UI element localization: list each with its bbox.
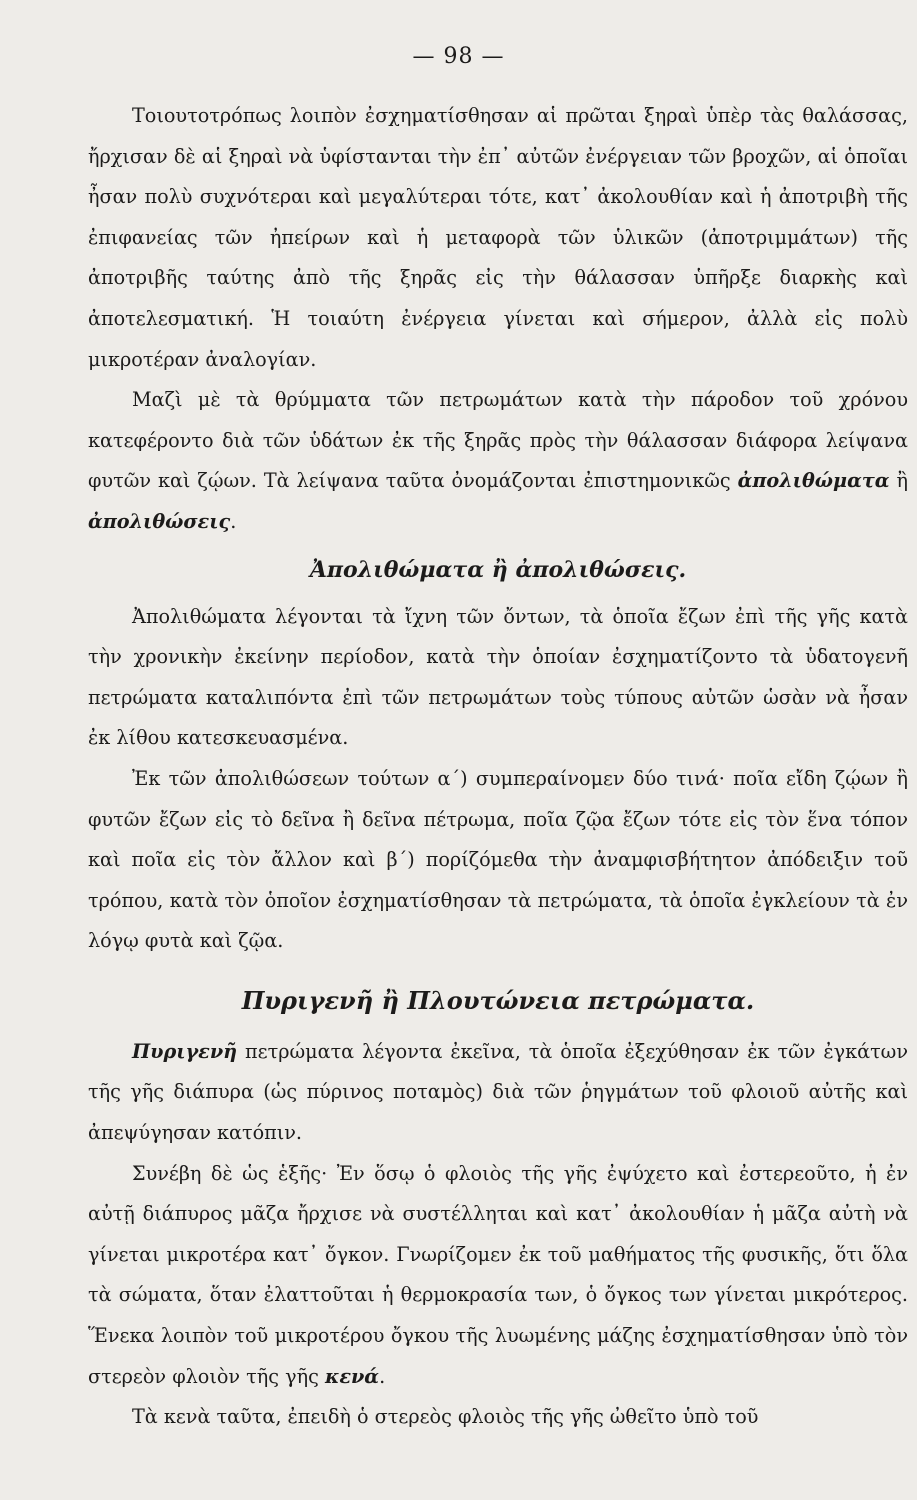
paragraph-fossil-definition: Ἀπολιθώματα λέγονται τὰ ἴχνη τῶν ὄντων, τὰ ὁποῖα ἔζων ἐπὶ τῆς γῆς κατὰ τὴν χρονικὴν ἐκείνην περίοδον, κατὰ τὴν ὁποίαν ἐσχηματίζοντο τὰ ὑδατογενῆ πετρώματα καταλιπόντα ἐπὶ τῶν πετρωμάτων τοὺς τύπους αὐτῶν ὡσὰν νὰ ἦσαν ἐκ λίθου κατεσκευασμένα. <box>88 604 908 750</box>
paragraph-formation-of-land: Τοιουτοτρόπως λοιπὸν ἐσχηματίσθησαν αἱ πρῶται ξηραὶ ὑπὲρ τὰς θαλάσσας, ἤρχισαν δὲ αἱ ξηραὶ νὰ ὑφίστανται τὴν ἐπ᾽ αὐτῶν ἐνέργειαν τῶν βροχῶν, αἱ ὁποῖαι ἦσαν πολὺ συχνότεραι καὶ μεγαλύτεραι τότε, κατ᾽ ἀκολουθίαν καὶ ἡ ἀποτριβὴ τῆς ἐπιφανείας τῶν ἠπείρων καὶ ἡ μεταφορὰ τῶν ὑλικῶν (ἀποτριμμάτων) τῆς ἀποτριβῆς ταύτης ἀπὸ τῆς ξηρᾶς εἰς τὴν θάλασσαν ὑπῆρξε διαρκὴς καὶ ἀποτελεσματική. Ἡ τοιαύτη ἐνέργεια γίνεται καὶ σήμερον, ἀλλὰ εἰς πολὺ μικροτέραν ἀναλογίαν. <box>88 104 908 371</box>
term-kena: κενά <box>324 1364 380 1388</box>
sentence-end: . <box>379 1364 386 1388</box>
paragraph-fossil-conclusions: Ἐκ τῶν ἀπολιθώσεων τούτων α΄) συμπεραίνομεν δύο τινά· ποῖα εἴδη ζῴων ἢ φυτῶν ἔζων εἰς τὸ δεῖνα ἢ δεῖνα πέτρωμα, ποῖα ζῷα ἔζων τότε εἰς τὸν ἕνα τόπον καὶ ποῖα εἰς τὸν ἄλλον καὶ β΄) πορίζόμεθα τὴν ἀναμφισβήτητον ἀπόδειξιν τοῦ τρόπου, κατὰ τὸν ὁποῖον ἐσχηματίσθησαν τὰ πετρώματα, τὰ ὁποῖα ἐγκλείουν τὰ ἐν λόγῳ φυτὰ καὶ ζῷα. <box>88 766 908 953</box>
paragraph-crust-cooling <box>88 1154 908 1398</box>
conjunction-or: ἢ <box>896 469 908 493</box>
term-pyrigeni: Πυριγενῆ <box>132 1039 238 1063</box>
page-number: — 98 — <box>412 44 505 69</box>
sentence-end: . <box>230 509 237 533</box>
paragraph-crust-text: Συνέβη δὲ ὡς ἑξῆς· Ἐν ὅσῳ ὁ φλοιὸς τῆς γῆς ἐψύχετο καὶ ἐστερεοῦτο, ἡ ἐν αὐτῇ διάπυρος μᾶζα ἤρχισε νὰ συστέλληται καὶ κατ᾽ ἀκολουθίαν ἡ μᾶζα αὐτὴ νὰ γίνεται μικροτέρα κατ᾽ ὄγκον. Γνωρίζομεν ἐκ τοῦ μαθήματος τῆς φυσικῆς, ὅτι ὅλα τὰ σώματα, ὅταν ἐλαττοῦται ἡ θερμοκρασία των, ὁ ὄγκος των γίνεται μικρότερος. Ἕνεκα λοιπὸν τοῦ μικροτέρου ὄγκου τῆς λυωμένης μάζης ἐσχηματίσθησαν ὑπὸ τὸν στερεὸν φλοιὸν τῆς γῆς <box>88 1161 908 1388</box>
paragraph-igneous-text: πετρώματα λέγοντα ἐκεῖνα, τὰ ὁποῖα ἐξεχύθησαν ἐκ τῶν ἐγκάτων τῆς γῆς διάπυρα (ὡς πύρινος ποταμὸς) διὰ τῶν ῥηγμάτων τοῦ φλοιοῦ αὐτῆς καὶ ἀπεψύγησαν κατόπιν. <box>88 1039 908 1145</box>
section-heading-igneous-rocks: Πυριγενῆ ἢ Πλουτώνεια πετρώματα. <box>241 985 755 1015</box>
paragraph-voids-continued: Τὰ κενὰ ταῦτα, ἐπειδὴ ὁ στερεὸς φλοιὸς τῆς γῆς ὠθεῖτο ὑπὸ τοῦ <box>132 1405 759 1429</box>
paragraph-igneous-definition <box>88 1032 908 1154</box>
paragraph-remains-text: Μαζὶ μὲ τὰ θρύμματα τῶν πετρωμάτων κατὰ τὴν πάροδον τοῦ χρόνου κατεφέροντο διὰ τῶν ὑδάτων ἐκ τῆς ξηρᾶς πρὸς τὴν θάλασσαν διάφορα λείψανα φυτῶν καὶ ζῴων. Τὰ λείψανα ταῦτα ὀνομάζονται ἐπιστημονικῶς <box>88 388 908 493</box>
term-apolithomata: ἀπολιθώματα <box>737 469 890 493</box>
body-text <box>88 96 908 1438</box>
term-apolithoseis: ἀπολιθώσεις <box>88 509 231 533</box>
section-heading-fossils: Ἀπολιθώματα ἢ ἀπολιθώσεις. <box>309 556 687 583</box>
paragraph-remains-carried <box>88 380 908 542</box>
